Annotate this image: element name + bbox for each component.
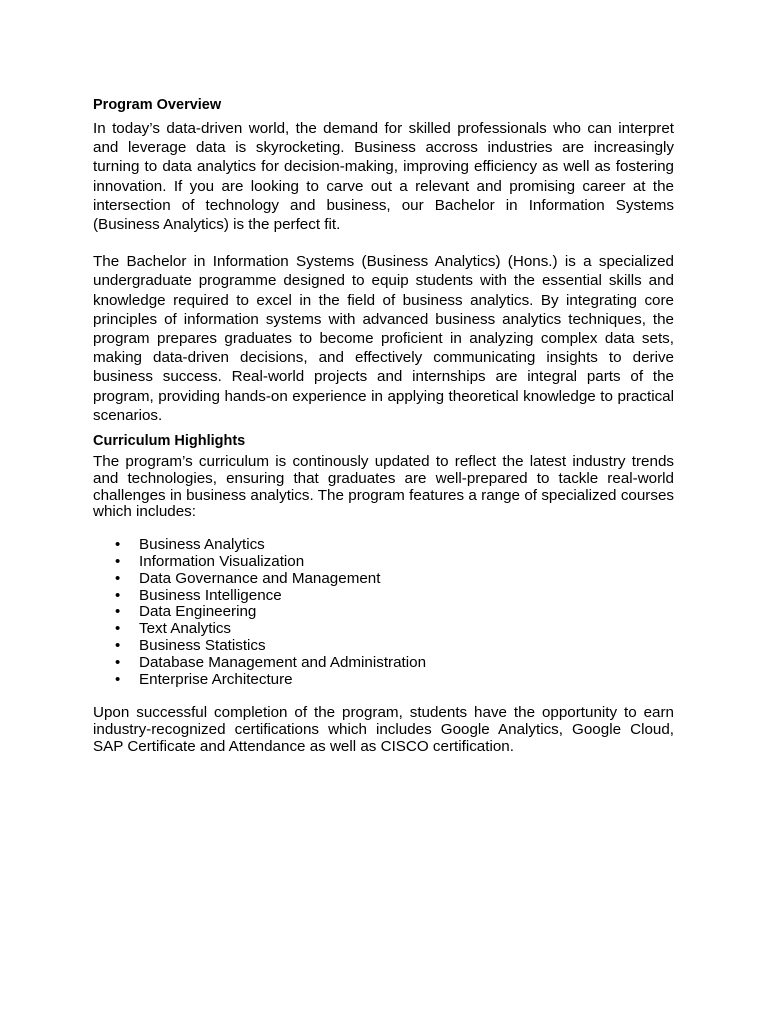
bullet-icon: • [115,653,121,671]
course-name: Database Management and Administration [139,653,427,671]
bullet-icon: • [115,553,121,571]
curriculum-intro-paragraph: The program’s curriculum is continously updated to reflect the latest industry trends and technologies, ensuring that graduates are well-prepared to tackle real-world challenges in business analytics. The program features a range of specialized courses which includes: [93,453,674,521]
certification-paragraph: Upon successful completion of the program, students have the opportunity to earn industry-recognized certifications which includes Google Analytics, Google Cloud, SAP Certificate and Attendance as well as CISCO certification. [93,704,674,755]
bullet-icon: • [115,670,121,688]
course-name: Data Governance and Management [139,569,381,587]
bullet-icon: • [115,536,121,554]
bullet-icon: • [115,637,121,655]
list-item [93,655,674,672]
course-list [93,537,674,688]
course-name: Business Intelligence [139,586,282,604]
curriculum-highlights-heading: Curriculum Highlights [93,433,246,450]
course-name: Business Analytics [139,536,265,554]
course-name: Enterprise Architecture [139,670,293,688]
course-name: Business Statistics [139,637,266,655]
document-page [93,96,674,756]
overview-paragraph-2: The Bachelor in Information Systems (Business Analytics) (Hons.) is a specialized undergraduate programme designed to equip students with the essential skills and knowledge required to excel in the field of business analytics. By integrating core principles of information systems with advanced business analytics techniques, the program prepares graduates to become proficient in analyzing complex data sets, making data-driven decisions, and effectively communicating insights to derive business success. Real-world projects and internships are integral parts of the program, providing hands-on experience in applying theoretical knowledge to practical scenarios. [93,253,674,424]
bullet-icon: • [115,603,121,621]
list-item [93,571,674,588]
list-item [93,588,674,605]
list-item [93,604,674,621]
list-item [93,638,674,655]
bullet-icon: • [115,569,121,587]
overview-paragraph-1: In today’s data-driven world, the demand for skilled professionals who can interpret and leverage data is skyrocketing. Business accross industries are increasingly turning to data analytics for decision-making, improving efficiency as well as fostering innovation. If you are looking to carve out a relevant and promising career at the intersection of technology and business, our Bachelor in Information Systems (Business Analytics) is the perfect fit. [93,120,674,234]
list-item [93,672,674,689]
course-name: Information Visualization [139,553,305,571]
list-item [93,537,674,554]
course-name: Text Analytics [139,620,232,638]
list-item [93,621,674,638]
bullet-icon: • [115,586,121,604]
list-item [93,554,674,571]
program-overview-heading: Program Overview [93,97,222,113]
course-name: Data Engineering [139,603,257,621]
bullet-icon: • [115,620,121,638]
